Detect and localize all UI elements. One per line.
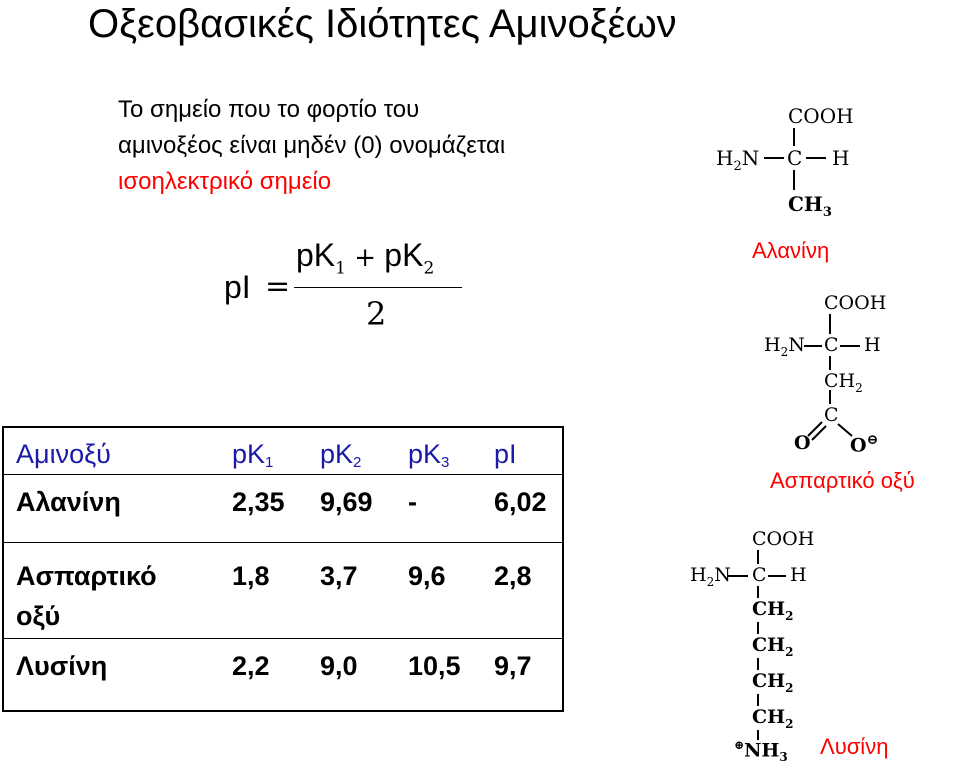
aspartic-acid-structure [762,290,932,460]
lysine-label: Λυσίνη [820,734,889,759]
row-aspartic-pk1: 1,8 [232,561,270,591]
row-lysine-name: Λυσίνη [16,651,108,681]
aspartic-oxygen: O [794,432,811,454]
header-pk1: $pK_1$ [232,439,274,471]
aspartic-carboxyl-carbon: C [824,404,839,426]
row-alanine-name: Αλανίνη [16,487,121,517]
lysine-h: H [790,564,807,586]
formula-pk-a: pK [296,237,336,273]
aspartic-acid-label: Ασπαρτικό οξύ [770,468,915,493]
table-divider [4,542,562,543]
aspartic-h: H [864,334,881,356]
fraction-bar [294,287,462,288]
table-divider [4,474,562,475]
formula-equals: = [265,269,291,304]
row-aspartic-pk2: 3,7 [320,561,358,591]
aspartic-cooh: COOH [824,292,887,314]
lysine-alpha-carbon: C [752,564,767,586]
aspartic-ch2: $CH_2$ [824,370,863,395]
formula-denominator: 2 [366,295,387,333]
row-lysine-pk3: 10,5 [408,651,461,681]
alanine-cooh: COOH [788,104,854,128]
aspartic-alpha-carbon: C [824,334,839,356]
formula-plus: + [345,243,385,273]
lysine-nh3: $^\oplus NH_3$ [734,738,788,765]
aspartic-h2n: $H_2N$ [764,334,805,359]
plus-charge-icon: ⊕ [734,738,745,752]
row-alanine-pk2: 9,69 [320,487,373,517]
pk-table [2,426,564,712]
alanine-h: H [832,146,850,170]
intro-line-1: Το σημείο που το φορτίο του [118,96,420,123]
row-aspartic-name-line2: οξύ [16,601,61,631]
isoelectric-formula [218,235,478,345]
alanine-alpha-carbon: C [787,146,803,170]
intro-line-2: αμινοξέος είναι μηδέν (0) ονομάζεται [118,132,506,159]
table-divider [4,638,562,639]
header-pk3: $pK_3$ [408,439,450,471]
formula-lhs: pI [224,269,251,305]
row-lysine-pk2: 9,0 [320,651,358,681]
aspartic-oxygen-minus: O⊖ [850,432,879,457]
lysine-ch2-1: $CH_2$ [752,598,794,623]
lysine-cooh: COOH [752,528,815,550]
alanine-h2n: $H_2N$ [716,146,760,174]
row-lysine-pk1: 2,2 [232,651,270,681]
alanine-structure [712,100,872,220]
row-alanine-pk3: - [408,487,417,517]
lysine-ch2-3: $CH_2$ [752,670,794,695]
lysine-ch2-4: $CH_2$ [752,706,794,731]
row-aspartic-pk3: 9,6 [408,561,446,591]
row-aspartic-pi: 2,8 [494,561,532,591]
formula-numerator [296,237,434,278]
alanine-ch3: $CH_3$ [788,192,832,220]
minus-charge-icon: ⊖ [866,432,879,448]
formula-pk-b: pK [384,237,424,273]
header-pi: pI [494,439,517,469]
row-alanine-pi: 6,02 [494,487,547,517]
header-pk2: $pK_2$ [320,439,362,471]
intro-line-3: ισοηλεκτρικό σημείο [118,168,332,195]
lysine-h2n: $H_2N$ [690,564,731,589]
row-alanine-pk1: 2,35 [232,487,285,517]
formula-sub-a: 1 [335,258,346,279]
lysine-structure [690,526,860,766]
intro-text [118,92,505,200]
header-amino-acid: Αμινοξύ [16,439,111,469]
row-aspartic-name-line1: Ασπαρτικό [16,561,157,591]
alanine-label: Αλανίνη [752,238,830,263]
lysine-ch2-2: $CH_2$ [752,634,794,659]
slide-title: Οξεοβασικές Ιδιότητες Αμινοξέων [88,2,677,46]
row-lysine-pi: 9,7 [494,651,532,681]
formula-sub-b: 2 [423,258,435,279]
